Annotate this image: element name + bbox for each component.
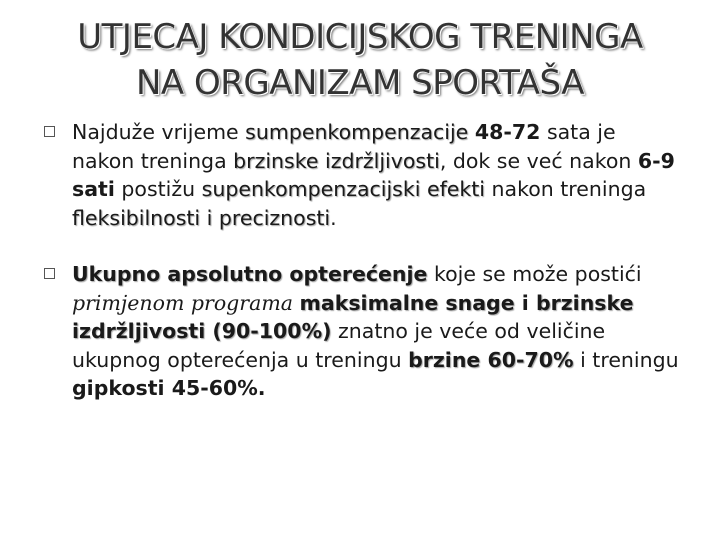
bullet-text-segment: fleksibilnosti i preciznosti xyxy=(72,205,331,230)
bullet-text-segment: postižu xyxy=(114,177,202,201)
bullet-text-segment: maksimalne snage xyxy=(299,290,515,315)
square-bullet-icon xyxy=(44,268,55,279)
bullet-text-segment: Ukupno apsolutno opterećenje xyxy=(72,262,428,286)
bullet-text-segment: brzine 60-70% xyxy=(408,347,574,372)
bullet-text-segment: gipkosti 45-60%. xyxy=(72,376,266,400)
bullet-text-segment: sumpenkompenzacije xyxy=(245,120,469,144)
bullet-text-segment: i xyxy=(514,290,536,315)
bullet-text-segment: nakon treninga xyxy=(485,177,647,201)
bullet-text-segment: supenkompenzacijski efekti xyxy=(201,177,485,201)
bullet-text-segment: 6-9 sati xyxy=(72,148,675,201)
bullet-text-segment: vrijeme xyxy=(154,120,246,144)
bullet-text-segment: . xyxy=(330,205,337,230)
bullet-text-segment: znatno je veće od veličine ukupnog opterećenja u treningu xyxy=(72,319,606,372)
bullet-text-segment: primjenom programa xyxy=(72,290,293,315)
bullet-text-segment: 48-72 xyxy=(474,120,541,144)
bullet-text-segment: , dok se već nakon xyxy=(439,148,638,173)
bullet-text-segment: Najduže xyxy=(72,120,155,144)
bullet-text-segment: i treningu xyxy=(573,347,679,372)
bullet-text-segment: brzinske izdržljivosti (90-100%) xyxy=(72,290,634,343)
bullet-item xyxy=(44,260,684,403)
bullet-list xyxy=(44,118,684,403)
bullet-text-segment: koje se može postići xyxy=(427,262,642,286)
title-line-2: NA ORGANIZAM SPORTAŠA xyxy=(135,63,584,103)
square-bullet-icon xyxy=(44,126,55,137)
bullet-item xyxy=(44,118,684,232)
bullet-text-segment: brzinske izdržljivosti xyxy=(233,148,440,173)
slide-title xyxy=(20,14,700,106)
bullet-text-segment: sata je nakon treninga xyxy=(72,120,616,173)
title-line-1: UTJECAJ KONDICIJSKOG TRENINGA xyxy=(77,17,643,57)
